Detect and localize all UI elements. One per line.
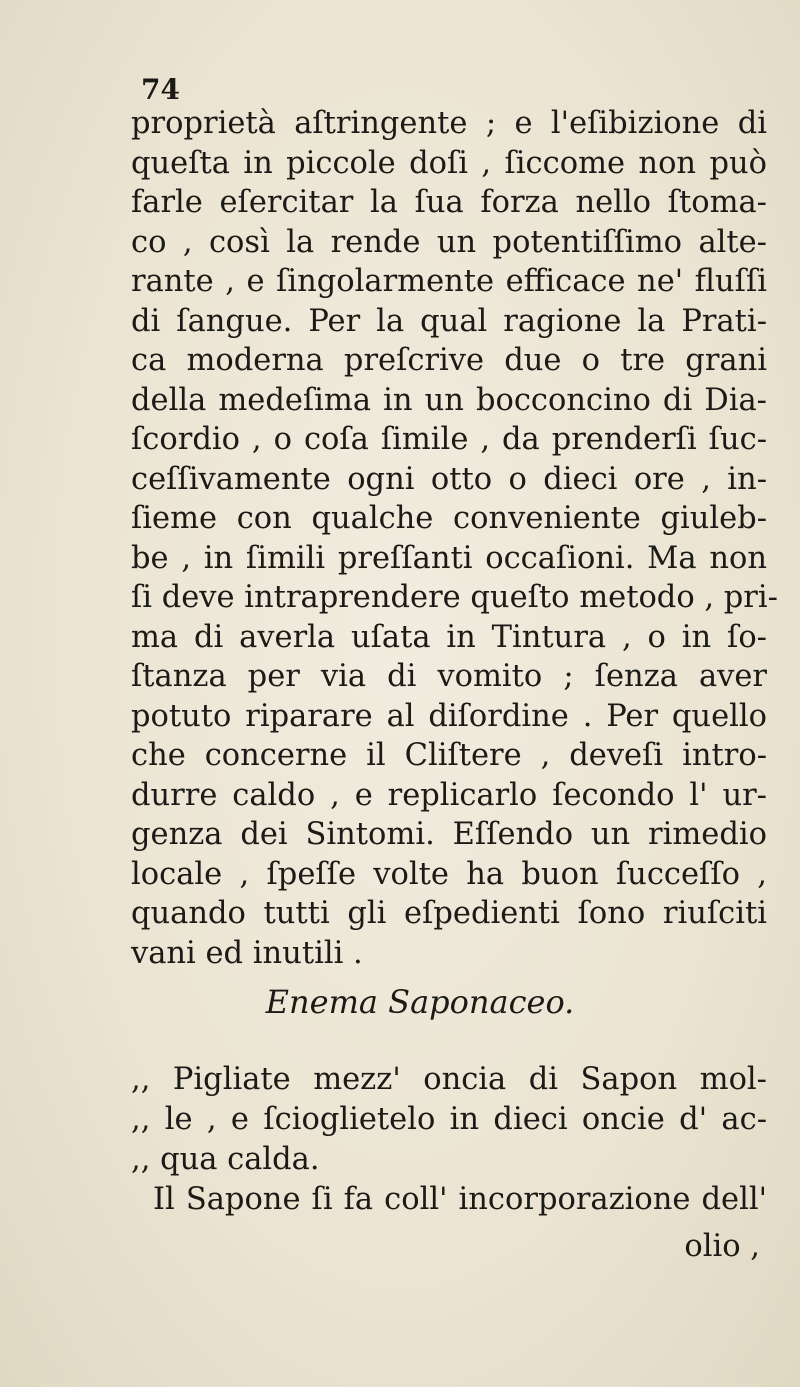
recipe-line: Il Sapone ſi fa coll' incorporazione dell'	[153, 1182, 767, 1217]
text-line: ſi deve intraprendere queſto metodo , pri-	[131, 580, 778, 615]
text-line: locale , ſpeſſe volte ha buon ſucceſſo ,	[131, 856, 767, 892]
recipe-line: ,, Pigliate mezz' oncia di Sapon mol-	[131, 1062, 767, 1097]
text-line: queſta in piccole doſi , ſiccome non può	[131, 145, 767, 181]
text-line: di ſangue. Per la qual ragione la Prati-	[131, 303, 767, 339]
section-heading: Enema Saponaceo.	[265, 983, 575, 1021]
text-line: rante , e ſingolarmente efficace ne' fluſſi	[131, 264, 767, 299]
text-line: farle eſercitar la ſua forza nello ſtoma-	[131, 185, 767, 220]
text-line: be , in ſimili preſſanti occaſioni. Ma non	[131, 540, 767, 576]
text-line: ſcordio , o coſa ſimile , da prenderſi ſuc-	[131, 422, 767, 457]
text-line: ca moderna preſcrive due o tre grani	[131, 343, 767, 378]
text-line: ſieme con qualche conveniente giuleb-	[131, 501, 767, 536]
recipe-text	[131, 1060, 771, 1220]
text-line: genza dei Sintomi. Eſſendo un rimedio	[131, 817, 767, 852]
text-line: ceſſivamente ogni otto o dieci ore , in-	[131, 461, 767, 497]
recipe-line: ,, le , e ſcioglietelo in dieci oncie d' ac-	[131, 1102, 767, 1137]
text-line: che concerne il Cliſtere , deveſi intro-	[131, 738, 767, 773]
text-line: durre caldo , e replicarlo ſecondo l' ur-	[131, 777, 767, 813]
page-number: 74	[141, 73, 180, 106]
text-line: potuto riparare al diſordine . Per quello	[131, 698, 767, 734]
text-line: vani ed inutili .	[131, 935, 363, 971]
continuation-text: olio ,	[684, 1229, 760, 1264]
text-line: ma di averla uſata in Tintura , o in ſo-	[131, 619, 767, 655]
text-line: co , così la rende un potentiſſimo alte-	[131, 224, 767, 260]
text-line: proprietà aſtringente ; e l'eſibizione di	[131, 106, 767, 141]
text-line: della medeſima in un bocconcino di Dia-	[131, 382, 767, 418]
body-text	[131, 104, 778, 973]
text-line: quando tutti gli eſpedienti ſono riuſciti	[131, 896, 767, 931]
text-line: ſtanza per via di vomito ; ſenza aver	[131, 659, 767, 694]
recipe-line: ,, qua calda.	[131, 1142, 320, 1177]
